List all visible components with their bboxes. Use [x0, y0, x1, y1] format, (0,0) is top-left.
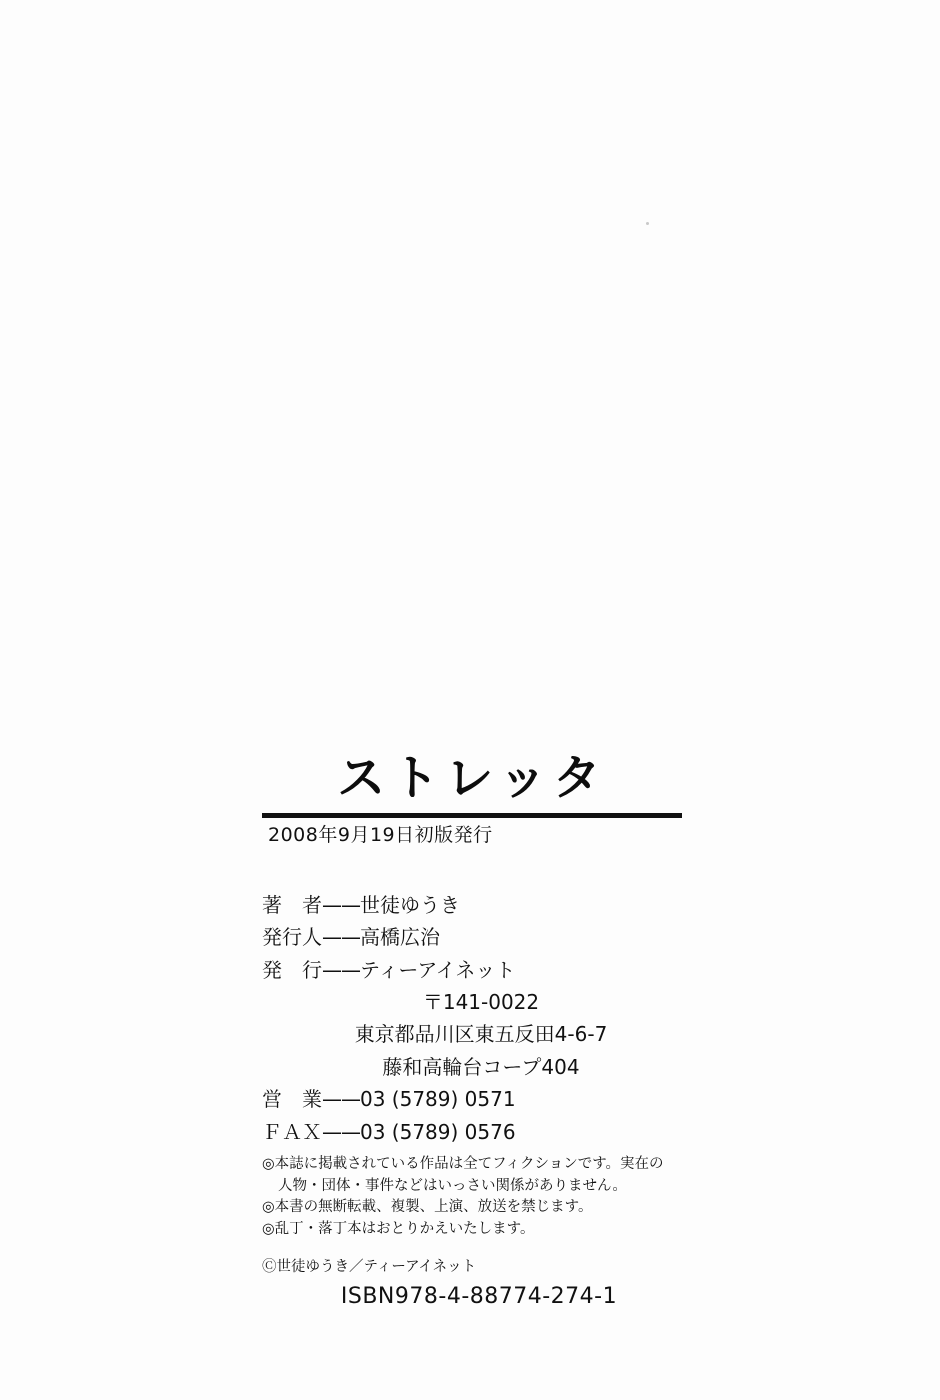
contact-label-sales: 営 業	[262, 1087, 322, 1112]
credit-label-publisher: 発 行	[262, 957, 322, 982]
credit-value-author: 世徒ゆうき	[360, 892, 460, 917]
credit-label-author: 著 者	[262, 892, 322, 917]
colophon-block	[262, 752, 682, 1309]
notice-reproduction: ◎本書の無断転載、複製、上演、放送を禁じます。	[262, 1199, 593, 1216]
book-title: ストレッタ	[337, 750, 607, 806]
credit-separator-publisher: ——	[322, 957, 360, 982]
isbn-number: ISBN978-4-88774-274-1	[340, 1283, 618, 1309]
contact-row-sales	[262, 1083, 682, 1115]
notice-defective-copies: ◎乱丁・落丁本はおとりかえいたします。	[262, 1221, 535, 1238]
address-line-building: 藤和高輪台コープ404	[382, 1054, 580, 1079]
notice-fiction-line-1: ◎本誌に掲載されている作品は全てフィクションです。実在の	[262, 1155, 664, 1172]
address-line-street: 東京都品川区東五反田4-6-7	[354, 1022, 608, 1047]
contact-value-fax: 03 (5789) 0576	[360, 1119, 516, 1144]
credit-value-publisher-person: 高橋広治	[360, 925, 440, 950]
imprint-details	[262, 889, 682, 1148]
credit-value-publisher: ティーアイネット	[360, 957, 516, 982]
contact-row-fax	[262, 1116, 682, 1148]
notice-fiction-line-2: 人物・団体・事件などはいっさい関係がありません。	[278, 1177, 627, 1194]
credit-label-publisher-person: 発行人	[262, 925, 322, 950]
credit-separator-publisher-person: ——	[322, 925, 360, 950]
page-speck	[646, 222, 649, 225]
contact-separator-sales: ——	[322, 1087, 360, 1112]
legal-notices	[262, 1154, 682, 1241]
copyright-line: Ⓒ世徒ゆうき／ティーアイネット	[262, 1258, 477, 1275]
credit-row-author	[262, 889, 682, 921]
publication-date: 2008年9月19日初版発行	[268, 823, 493, 846]
contact-value-sales: 03 (5789) 0571	[360, 1087, 516, 1112]
address-line-postal-code: 〒141-0022	[422, 989, 540, 1014]
publisher-address	[262, 986, 682, 1083]
title-divider	[262, 813, 682, 818]
credit-row-publisher-person	[262, 921, 682, 953]
credit-row-publisher	[262, 954, 682, 986]
credit-separator-author: ——	[322, 892, 360, 917]
contact-label-fax: ＦＡＸ	[262, 1119, 322, 1144]
contact-separator-fax: ——	[322, 1119, 360, 1144]
